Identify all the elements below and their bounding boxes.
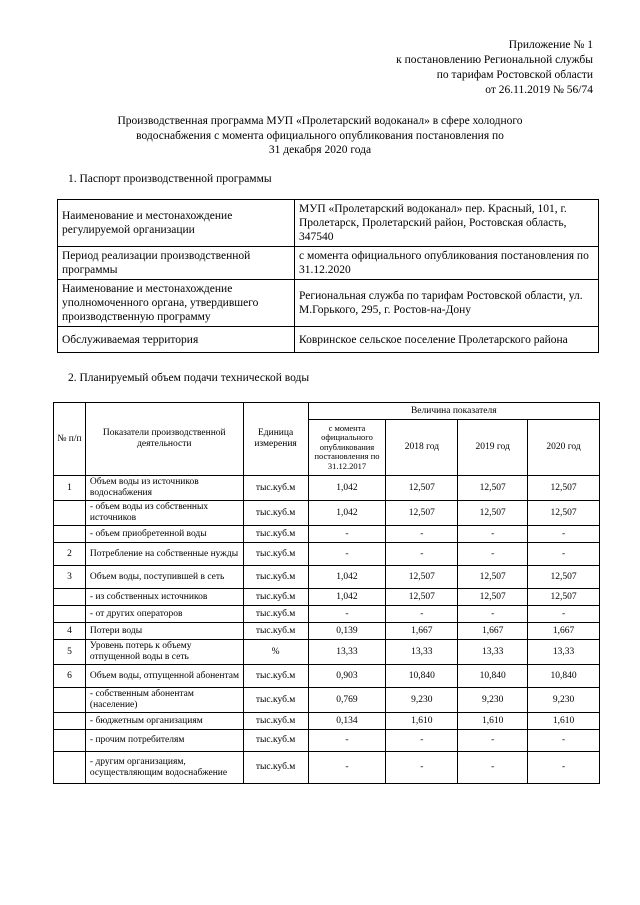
row-indicator: - объем приобретенной воды [85, 526, 243, 543]
row-value-2020: - [528, 606, 600, 623]
row-value-2020: 12,507 [528, 501, 600, 526]
row-value-2020: 12,507 [528, 476, 600, 501]
table-row [54, 665, 600, 688]
header-col-period: с момента официального опубликования постановления по 31.12.2017 [308, 420, 386, 476]
table-row [54, 713, 600, 730]
row-indicator: Объем воды из источников водоснабжения [85, 476, 243, 501]
row-value-2019: - [458, 543, 528, 566]
row-value-2020: 12,507 [528, 566, 600, 589]
passport-value: с момента официального опубликования постановления по 31.12.2020 [295, 247, 599, 280]
row-number: 3 [54, 566, 86, 589]
row-indicator: Объем воды, отпущенной абонентам [85, 665, 243, 688]
row-value-period: 1,042 [308, 501, 386, 526]
passport-table [57, 199, 599, 353]
row-number [54, 526, 86, 543]
row-unit: тыс.куб.м [243, 589, 308, 606]
row-unit: тыс.куб.м [243, 730, 308, 752]
title-line: 31 декабря 2020 года [268, 144, 372, 156]
row-value-period: - [308, 752, 386, 784]
appendix-line: к постановлению Региональной службы [396, 54, 593, 66]
row-value-2019: 1,610 [458, 713, 528, 730]
row-indicator: - собственным абонентам (население) [85, 688, 243, 713]
row-value-period: 13,33 [308, 640, 386, 665]
table-row [54, 752, 600, 784]
row-unit: % [243, 640, 308, 665]
row-value-2019: 12,507 [458, 476, 528, 501]
row-indicator: - из собственных источников [85, 589, 243, 606]
header-value: Величина показателя [308, 403, 599, 420]
document-title [60, 114, 580, 158]
row-unit: тыс.куб.м [243, 665, 308, 688]
row-value-2019: 12,507 [458, 566, 528, 589]
title-line: Производственная программа МУП «Пролетарский водоканал» в сфере холодного [117, 115, 523, 127]
table-row [54, 688, 600, 713]
row-value-2018: 12,507 [386, 566, 458, 589]
row-value-period: - [308, 543, 386, 566]
row-value-period: - [308, 526, 386, 543]
row-value-2018: 10,840 [386, 665, 458, 688]
header-num: № п/п [54, 403, 86, 476]
header-col-2020: 2020 год [528, 420, 600, 476]
table-row [54, 640, 600, 665]
row-value-2018: 12,507 [386, 476, 458, 501]
row-number [54, 501, 86, 526]
table-row [54, 526, 600, 543]
row-value-period: 1,042 [308, 566, 386, 589]
passport-label: Период реализации производственной программы [58, 247, 295, 280]
row-value-2020: - [528, 730, 600, 752]
row-value-2020: - [528, 543, 600, 566]
table-row [58, 327, 599, 353]
row-value-period: - [308, 730, 386, 752]
row-value-period: 1,042 [308, 476, 386, 501]
row-value-2018: 1,610 [386, 713, 458, 730]
row-unit: тыс.куб.м [243, 688, 308, 713]
appendix-line: от 26.11.2019 № 56/74 [485, 84, 593, 96]
row-number: 1 [54, 476, 86, 501]
row-value-2018: - [386, 543, 458, 566]
row-number: 5 [54, 640, 86, 665]
table-row [58, 200, 599, 247]
section-2-heading: 2. Планируемый объем подачи технической воды [68, 372, 310, 384]
row-unit: тыс.куб.м [243, 501, 308, 526]
table-row [54, 501, 600, 526]
passport-label: Обслуживаемая территория [58, 327, 295, 353]
row-value-period: - [308, 606, 386, 623]
volume-table-body [54, 476, 600, 784]
volume-table [53, 402, 600, 784]
row-unit: тыс.куб.м [243, 566, 308, 589]
row-unit: тыс.куб.м [243, 476, 308, 501]
row-indicator: - объем воды из собственных источников [85, 501, 243, 526]
row-value-2019: - [458, 526, 528, 543]
appendix-block [396, 38, 593, 98]
row-value-period: 0,134 [308, 713, 386, 730]
row-unit: тыс.куб.м [243, 606, 308, 623]
row-indicator: Объем воды, поступившей в сеть [85, 566, 243, 589]
row-value-period: 1,042 [308, 589, 386, 606]
row-value-2018: 13,33 [386, 640, 458, 665]
row-number: 4 [54, 623, 86, 640]
row-number [54, 589, 86, 606]
table-row [54, 623, 600, 640]
row-value-2020: 13,33 [528, 640, 600, 665]
row-value-2018: 1,667 [386, 623, 458, 640]
row-value-2019: - [458, 730, 528, 752]
row-value-2020: 12,507 [528, 589, 600, 606]
table-row [58, 247, 599, 280]
appendix-line: по тарифам Ростовской области [436, 69, 593, 81]
row-value-2019: 13,33 [458, 640, 528, 665]
row-value-2019: - [458, 606, 528, 623]
table-row [54, 476, 600, 501]
table-header-row [54, 403, 600, 420]
row-number [54, 606, 86, 623]
row-indicator: - бюджетным организациям [85, 713, 243, 730]
row-indicator: - от других операторов [85, 606, 243, 623]
header-col-2019: 2019 год [458, 420, 528, 476]
table-row [54, 606, 600, 623]
table-row [54, 543, 600, 566]
row-indicator: Потребление на собственные нужды [85, 543, 243, 566]
section-1-heading: 1. Паспорт производственной программы [68, 173, 272, 185]
row-number: 6 [54, 665, 86, 688]
row-unit: тыс.куб.м [243, 752, 308, 784]
row-indicator: Потери воды [85, 623, 243, 640]
row-value-2019: 12,507 [458, 501, 528, 526]
row-value-2020: - [528, 752, 600, 784]
row-indicator: - прочим потребителям [85, 730, 243, 752]
passport-value: МУП «Пролетарский водоканал» пер. Красный, 101, г. Пролетарск, Пролетарский район, Ростовская область, 347540 [295, 200, 599, 247]
row-number [54, 730, 86, 752]
row-value-period: 0,139 [308, 623, 386, 640]
passport-value: Региональная служба по тарифам Ростовской области, ул. М.Горького, 295, г. Ростов-на-Дону [295, 280, 599, 327]
header-indicator: Показатели производственной деятельности [85, 403, 243, 476]
passport-label: Наименование и местонахождение регулируемой организации [58, 200, 295, 247]
row-indicator: Уровень потерь к объему отпущенной воды в сеть [85, 640, 243, 665]
appendix-line: Приложение № 1 [508, 39, 593, 51]
row-value-2020: 9,230 [528, 688, 600, 713]
row-value-2019: 12,507 [458, 589, 528, 606]
table-row [54, 589, 600, 606]
row-unit: тыс.куб.м [243, 526, 308, 543]
row-value-2020: 10,840 [528, 665, 600, 688]
header-unit: Единица измерения [243, 403, 308, 476]
row-value-2018: - [386, 606, 458, 623]
row-number [54, 688, 86, 713]
row-unit: тыс.куб.м [243, 623, 308, 640]
row-number: 2 [54, 543, 86, 566]
row-value-2018: - [386, 752, 458, 784]
row-value-2020: 1,667 [528, 623, 600, 640]
table-row [54, 730, 600, 752]
row-value-2018: - [386, 730, 458, 752]
row-value-2019: 1,667 [458, 623, 528, 640]
row-value-period: 0,769 [308, 688, 386, 713]
row-value-2018: 12,507 [386, 589, 458, 606]
row-unit: тыс.куб.м [243, 713, 308, 730]
row-indicator: - другим организациям, осуществляющим водоснабжение [85, 752, 243, 784]
row-value-2018: - [386, 526, 458, 543]
header-col-2018: 2018 год [386, 420, 458, 476]
row-value-2020: - [528, 526, 600, 543]
passport-value: Ковринское сельское поселение Пролетарского района [295, 327, 599, 353]
row-value-2019: 9,230 [458, 688, 528, 713]
row-number [54, 713, 86, 730]
row-value-2018: 9,230 [386, 688, 458, 713]
row-number [54, 752, 86, 784]
row-value-period: 0,903 [308, 665, 386, 688]
passport-label: Наименование и местонахождение уполномоченного органа, утвердившего производственную программу [58, 280, 295, 327]
row-value-2019: - [458, 752, 528, 784]
row-unit: тыс.куб.м [243, 543, 308, 566]
row-value-2019: 10,840 [458, 665, 528, 688]
table-row [54, 566, 600, 589]
row-value-2020: 1,610 [528, 713, 600, 730]
title-line: водоснабжения с момента официального опубликования постановления по [136, 129, 504, 142]
row-value-2018: 12,507 [386, 501, 458, 526]
table-row [58, 280, 599, 327]
